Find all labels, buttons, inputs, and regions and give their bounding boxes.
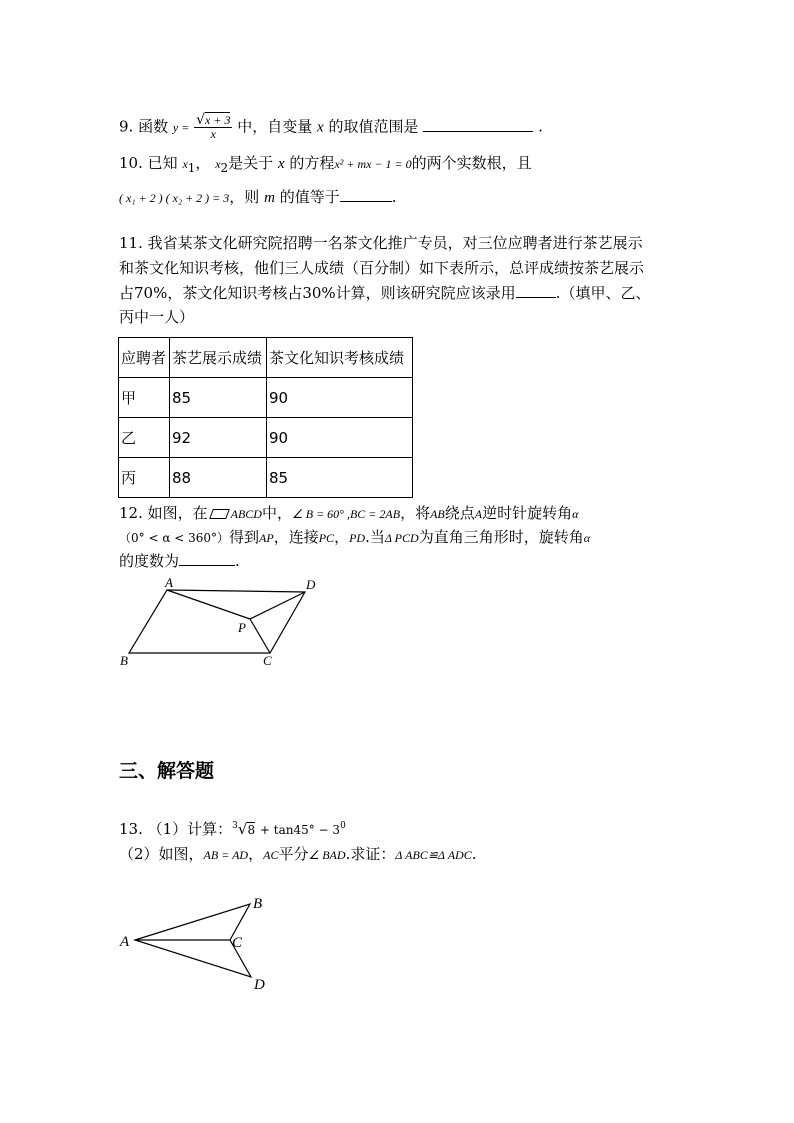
label-b: B bbox=[253, 896, 263, 912]
variable: x bbox=[277, 156, 285, 172]
question-9 bbox=[119, 114, 543, 141]
question-text: .求证： bbox=[345, 845, 396, 863]
grades-table bbox=[118, 337, 413, 498]
question-number: 9. bbox=[119, 117, 134, 136]
table-header-row bbox=[119, 338, 413, 378]
sqrt-icon: √ bbox=[237, 820, 248, 838]
sqrt-icon: √ bbox=[196, 112, 206, 128]
segment: AC bbox=[263, 848, 279, 862]
subscript: 1 bbox=[187, 161, 196, 175]
condition: AB = AD bbox=[203, 848, 249, 862]
table-cell: 丙 bbox=[119, 458, 170, 498]
question-text: 中，自变量 bbox=[237, 117, 313, 136]
table-cell: 85 bbox=[267, 458, 413, 498]
question-text: （2）如图， bbox=[119, 845, 204, 863]
congruence: Δ ABC≌Δ ADC bbox=[395, 848, 472, 862]
fraction bbox=[194, 114, 232, 141]
angle-symbol: α bbox=[572, 507, 579, 521]
label-c: C bbox=[232, 935, 243, 951]
question-text: 12. 如图，在 bbox=[119, 504, 208, 522]
table-cell: 88 bbox=[170, 458, 267, 498]
question-12-line1 bbox=[119, 502, 578, 525]
segment: AP bbox=[259, 531, 274, 545]
parallelogram-shape bbox=[129, 590, 305, 653]
question-text: 得到 bbox=[229, 528, 260, 546]
question-11-line2: 和茶文化知识考核，他们三人成绩（百分制）如下表所示，总评成绩按茶艺展示 bbox=[119, 259, 645, 277]
question-text: 13. （1）计算： bbox=[119, 820, 233, 838]
angle-range: （0° < α < 360°） bbox=[119, 531, 230, 545]
table-cell: 乙 bbox=[119, 418, 170, 458]
fraction-numerator bbox=[194, 114, 232, 128]
table-cell: 92 bbox=[170, 418, 267, 458]
question-13-line2 bbox=[119, 843, 477, 866]
question-text: ，连接 bbox=[273, 528, 319, 546]
expression: + tan45° − 3 bbox=[259, 823, 341, 837]
triangle: Δ PCD bbox=[384, 531, 419, 545]
period: . bbox=[471, 845, 477, 863]
period: . bbox=[391, 188, 397, 206]
section-heading: 三、解答题 bbox=[119, 760, 215, 782]
label-b: B bbox=[120, 653, 128, 668]
parallelogram-icon bbox=[209, 509, 230, 519]
question-text: 为直角三角形时，旋转角 bbox=[418, 528, 584, 546]
answer-blank[interactable] bbox=[340, 187, 392, 202]
question-text: 中， bbox=[261, 504, 292, 522]
question-12-line3 bbox=[119, 550, 240, 572]
question-text: 已知 bbox=[147, 154, 178, 172]
question-11-line3 bbox=[119, 282, 650, 304]
variable-x1: x bbox=[182, 157, 188, 171]
period: . bbox=[538, 117, 543, 136]
label-d: D bbox=[254, 977, 265, 993]
question-text: ，则 bbox=[229, 188, 260, 206]
question-text: 平分 bbox=[278, 845, 309, 863]
kite-figure bbox=[114, 890, 274, 994]
question-text: 逆时针旋转角 bbox=[482, 504, 573, 522]
label-c: C bbox=[263, 653, 272, 668]
table-cell: 甲 bbox=[119, 378, 170, 418]
question-13-line1 bbox=[119, 815, 346, 841]
parallelogram-figure bbox=[112, 574, 322, 670]
question-text: ， bbox=[248, 845, 264, 863]
table-cell: 90 bbox=[267, 418, 413, 458]
angle-symbol: α bbox=[583, 531, 591, 545]
label-a: A bbox=[165, 575, 173, 590]
table-row bbox=[119, 458, 413, 498]
question-11-line1: 11. 我省某茶文化研究院招聘一名茶文化推广专员，对三位应聘者进行茶艺展示 bbox=[119, 234, 643, 252]
table-row bbox=[119, 418, 413, 458]
variable: x bbox=[317, 119, 324, 136]
expression: ( x₁ + 2 ) ( x₂ + 2 ) = 3 bbox=[119, 191, 230, 205]
question-text: 的值等于 bbox=[279, 188, 340, 206]
question-text: 的取值范围是 bbox=[328, 117, 419, 136]
segment-pc bbox=[250, 619, 270, 653]
comma: ， bbox=[195, 154, 211, 172]
answer-blank[interactable] bbox=[516, 283, 556, 298]
exponent: 0 bbox=[340, 821, 346, 831]
root-index: 3 bbox=[232, 821, 238, 831]
table-cell: 85 bbox=[170, 378, 267, 418]
table-header: 茶文化知识考核成绩 bbox=[267, 338, 413, 378]
equation: x² + mx − 1 = 0 bbox=[334, 157, 412, 171]
table-row bbox=[119, 378, 413, 418]
table-cell: 90 bbox=[267, 378, 413, 418]
answer-blank[interactable] bbox=[423, 117, 533, 132]
question-text: .当 bbox=[365, 528, 385, 546]
question-text: 的方程 bbox=[289, 154, 335, 172]
variable: m bbox=[264, 190, 275, 206]
table-header: 应聘者 bbox=[119, 338, 170, 378]
question-10-line1 bbox=[119, 152, 532, 179]
question-text: 函数 bbox=[138, 117, 169, 136]
question-number: 10. bbox=[119, 154, 143, 172]
fraction-denominator: x bbox=[210, 127, 216, 141]
segment-ap bbox=[167, 590, 250, 619]
question-text: 的两个实数根，且 bbox=[411, 154, 532, 172]
question-text: ， bbox=[334, 528, 350, 546]
formula-lhs: y = bbox=[172, 120, 190, 135]
question-12-line2 bbox=[119, 526, 590, 549]
segment: PC bbox=[318, 531, 335, 545]
segment: AB bbox=[430, 507, 445, 521]
question-text: ，将 bbox=[400, 504, 431, 522]
segment: PD bbox=[349, 531, 366, 545]
point: A bbox=[474, 507, 483, 521]
radicand: x + 3 bbox=[205, 113, 231, 127]
angle: ∠ BAD bbox=[308, 848, 346, 862]
period: . bbox=[235, 552, 240, 570]
label-a: A bbox=[120, 934, 130, 950]
variable-x2: x bbox=[215, 157, 221, 171]
question-text: 绕点 bbox=[444, 504, 475, 522]
condition: ∠ B = 60° ,BC = 2AB bbox=[291, 507, 401, 521]
question-text: 的度数为 bbox=[119, 552, 180, 570]
question-text: 占70%，茶文化知识考核占30%计算，则该研究院应该录用 bbox=[119, 284, 516, 302]
question-10-line2 bbox=[119, 186, 397, 209]
radicand: 8 bbox=[247, 823, 256, 837]
answer-blank[interactable] bbox=[179, 551, 235, 566]
question-11-line4: 丙中一人） bbox=[119, 308, 195, 326]
subscript: 2 bbox=[220, 161, 229, 175]
question-text: .（填甲、乙、 bbox=[555, 284, 651, 302]
label-d: D bbox=[306, 577, 316, 592]
shape-name: ABCD bbox=[230, 507, 262, 521]
label-p: P bbox=[238, 620, 246, 635]
table-header: 茶艺展示成绩 bbox=[170, 338, 267, 378]
question-text: 是关于 bbox=[228, 154, 274, 172]
